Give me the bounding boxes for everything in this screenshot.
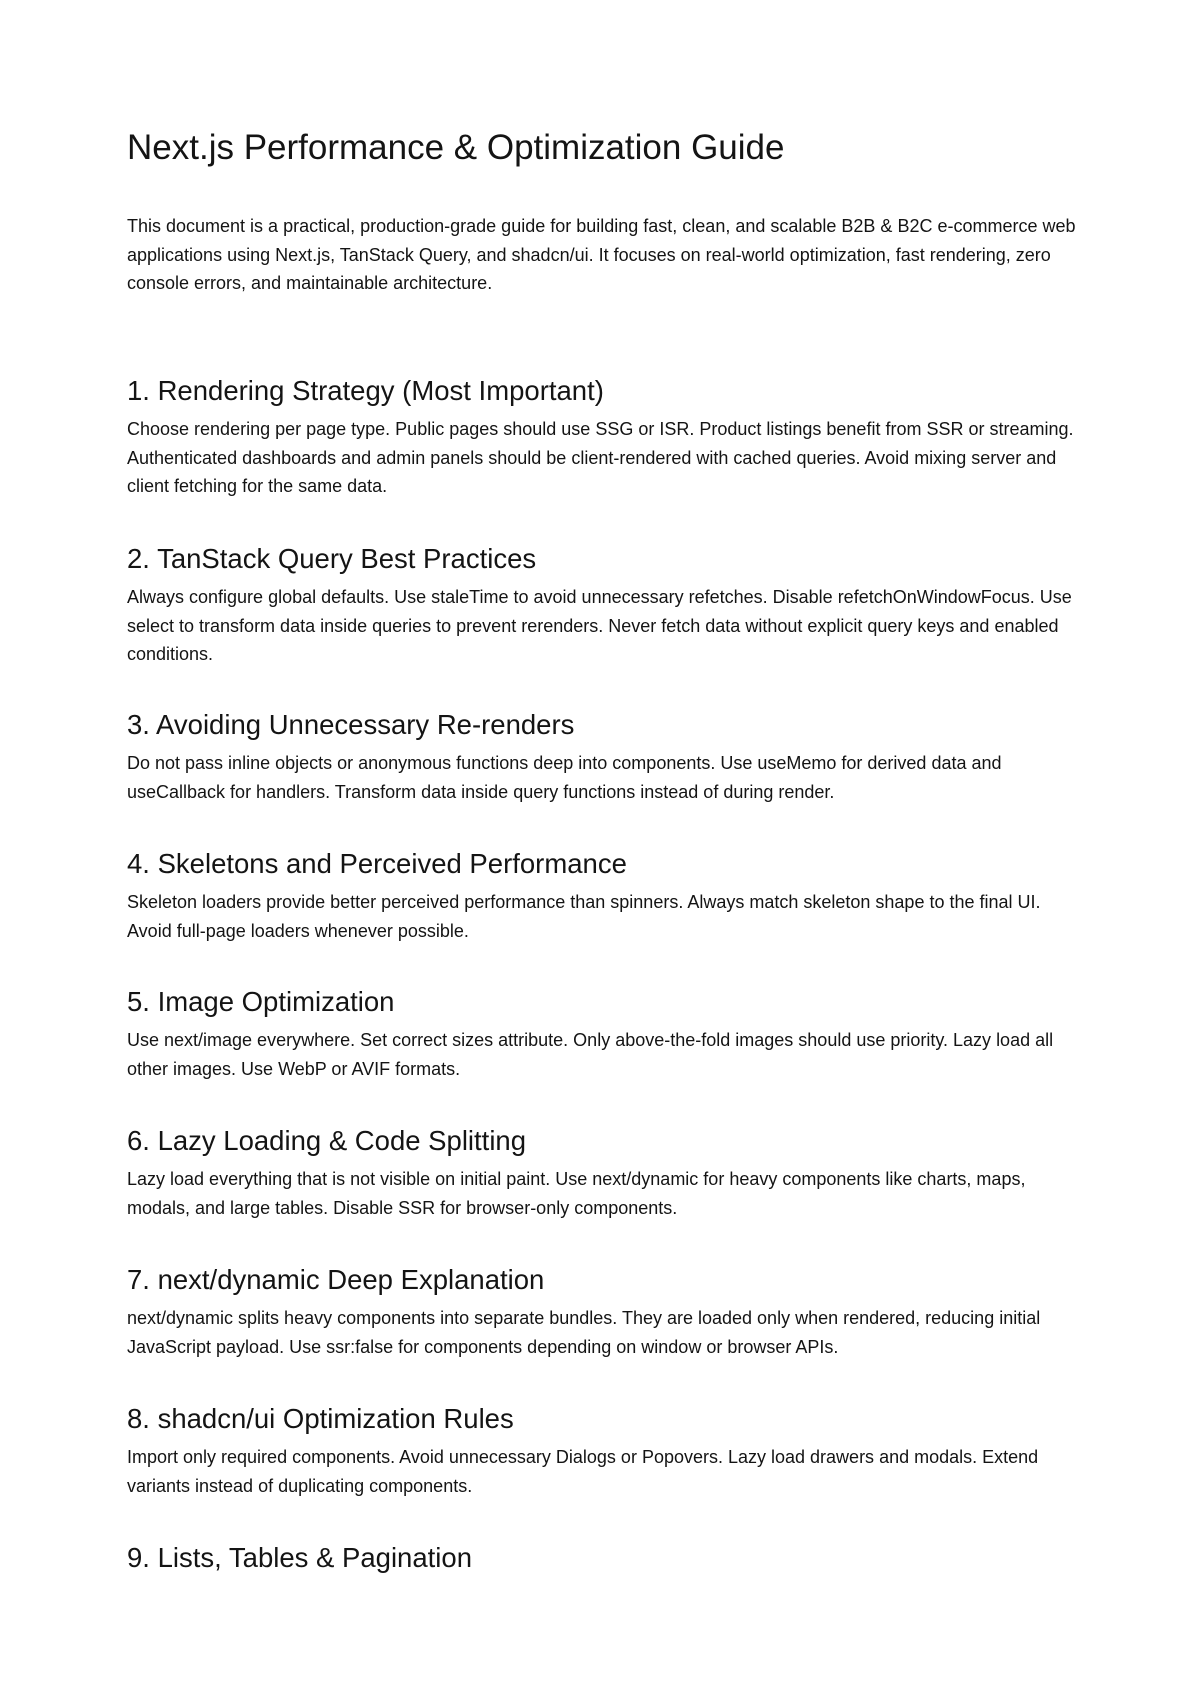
section-body: Skeleton loaders provide better perceived performance than spinners. Always match skeleton shape to the final UI. Avoid full-page loaders whenever possible.: [127, 892, 1041, 941]
section-heading: 2. TanStack Query Best Practices: [127, 543, 537, 574]
section-body: Always configure global defaults. Use staleTime to avoid unnecessary refetches. Disable refetchOnWindowFocus. Use select to transform data inside queries to prevent rerenders. Never fetch data without explicit query keys and enabled conditions.: [127, 587, 1072, 664]
section-body: next/dynamic splits heavy components into separate bundles. They are loaded only when rendered, reducing initial JavaScript payload. Use ssr:false for components depending on window or browser APIs.: [127, 1308, 1041, 1357]
section-heading: 6. Lazy Loading & Code Splitting: [127, 1125, 527, 1156]
section-body: Lazy load everything that is not visible on initial paint. Use next/dynamic for heavy components like charts, maps, modals, and large tables. Disable SSR for browser-only components.: [127, 1169, 1026, 1218]
section-next-dynamic: [127, 1262, 1087, 1361]
section-rendering-strategy: [127, 373, 1087, 501]
section-lazy-loading: [127, 1123, 1087, 1222]
section-shadcn-ui: [127, 1401, 1087, 1500]
section-avoiding-rerenders: [127, 707, 1087, 806]
section-heading: 4. Skeletons and Perceived Performance: [127, 848, 627, 879]
section-tanstack-query: [127, 541, 1087, 669]
section-body: Import only required components. Avoid unnecessary Dialogs or Popovers. Lazy load drawers and modals. Extend variants instead of duplicating components.: [127, 1447, 1039, 1496]
section-heading: 9. Lists, Tables & Pagination: [127, 1542, 472, 1573]
document-intro: This document is a practical, production-grade guide for building fast, clean, and scalable B2B & B2C e-commerce web applications using Next.js, TanStack Query, and shadcn/ui. It focuses on real-world optimization, fast rendering, zero console errors, and maintainable architecture.: [127, 216, 1076, 293]
section-image-optimization: [127, 984, 1087, 1083]
section-heading: 3. Avoiding Unnecessary Re-renders: [127, 709, 575, 740]
section-heading: 7. next/dynamic Deep Explanation: [127, 1264, 545, 1295]
section-body: Use next/image everywhere. Set correct sizes attribute. Only above-the-fold images should use priority. Lazy load all other images. Use WebP or AVIF formats.: [127, 1030, 1054, 1079]
section-body: Do not pass inline objects or anonymous functions deep into components. Use useMemo for derived data and useCallback for handlers. Transform data inside query functions instead of during render.: [127, 753, 1002, 802]
document-title: Next.js Performance & Optimization Guide: [127, 128, 785, 167]
section-heading: 5. Image Optimization: [127, 986, 395, 1017]
section-heading: 8. shadcn/ui Optimization Rules: [127, 1403, 514, 1434]
section-heading: 1. Rendering Strategy (Most Important): [127, 375, 604, 406]
section-body: Choose rendering per page type. Public pages should use SSG or ISR. Product listings benefit from SSR or streaming. Authenticated dashboards and admin panels should be client-rendered with cached queries. Avoid mixing server and client fetching for the same data.: [127, 419, 1074, 496]
section-lists-tables: [127, 1540, 1087, 1576]
section-skeletons: [127, 846, 1087, 945]
